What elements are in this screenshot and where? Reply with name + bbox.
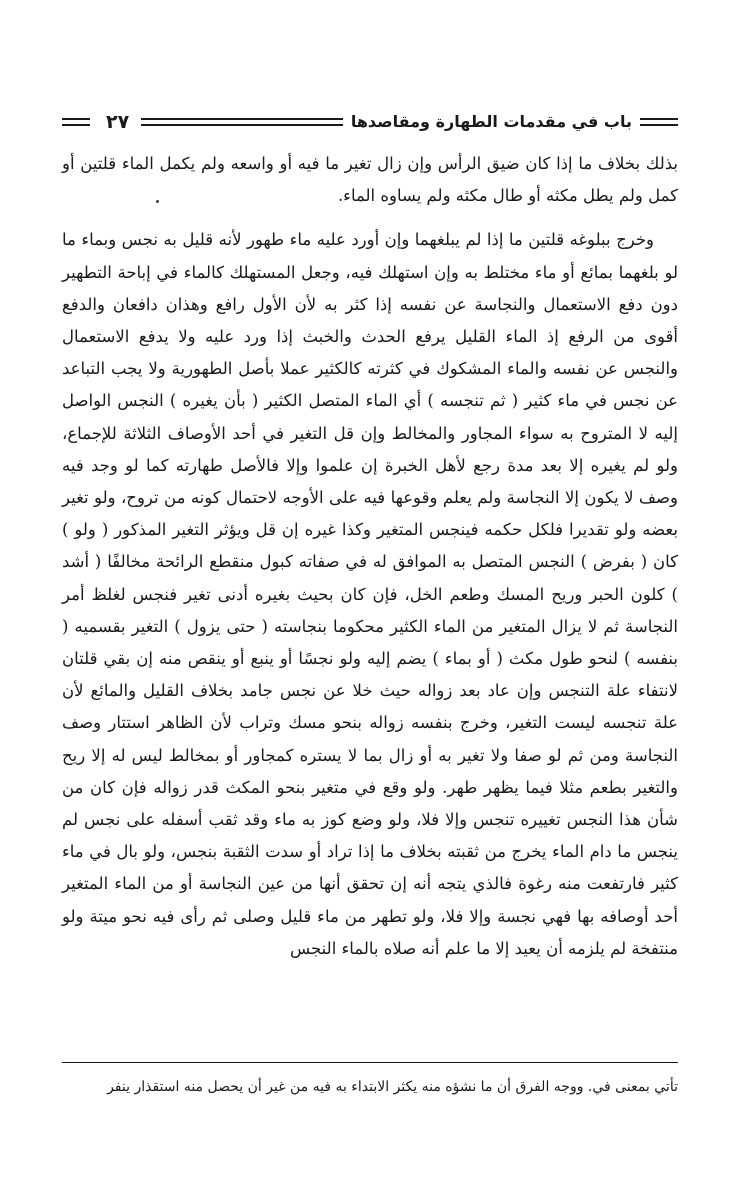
running-header [62,108,678,136]
main-text [62,148,678,965]
paragraph-1: بذلك بخلاف ما إذا كان ضيق الرأس وإن زال تغير ما فيه أو واسعه ولم يكمل الماء قلتين أو كمل ولم يطل مكثه أو طال مكثه ولم يساوه الماء. [62,154,678,206]
page-number: ٢٧ [106,110,130,133]
stray-dot [156,200,159,203]
header-rule-right [640,118,678,126]
paragraph-2: وخرج ببلوغه قلتين ما إذا لم يبلغهما وإن أورد عليه ماء طهور لأنه قليل به نجس وبماء ما لو بلغهما بمائع أو ماء مختلط به وإن استهلك فيه، وجعل المستهلك كالماء في إباحة التطهير دون دفع الاستعمال والنجاسة عن نفسه إذا كثر به لأن الأول رافع وهذان دافعان والدفع أقوى من الرفع إذ الماء القليل يرفع الحدث والخبث إذا ورد عليه ولا يدفع الاستعمال والنجس عن نفسه والماء المشكوك في كثرته كالكثير عملا بأصل الطهورية ولا يجب التباعد عن نجس في ماء كثير ( ثم تنجسه ) أي الماء المتصل الكثير ( بأن يغيره ) النجس الواصل إليه لا المتروح به سواء المجاور والمخالط وإن قل التغير في أحد الأوصاف الثلاثة للإجماع، ولو لم يغيره إلا بعد مدة رجع لأهل الخبرة إن علموا وإلا فالأصل طهارته كما لو وجد فيه وصف لا يكون إلا النجاسة ولم يعلم وقوعها فيه على الأوجه لاحتمال كونه من تروح، ولو تغير بعضه ولو تقديرا فلكل حكمه فينجس المتغير وكذا غيره إن قل ويؤثر التغير المذكور ( ولو ) كان ( بفرض ) النجس المتصل به الموافق له في صفاته كبول منقطع الرائحة مخالفًا ( أشد ) كلون الحبر وريح المسك وطعم الخل، فإن كان بحيث بغيره أدنى تغير فنجس لغلظ أمر النجاسة ثم لا يزال المتغير من الماء الكثير محكوما بنجاسته ( حتى يزول ) التغير بقسميه ( بنفسه ) لنحو طول مكث ( أو بماء ) يضم إليه ولو نجسًا أو ينبع أو ينقص منه إن بقي قلتان لانتفاء علة التنجس وإن عاد بعد زواله حيث خلا عن نجس جامد بخلاف القليل والمائع لأن علة تنجسه ليست التغير، وخرج بنفسه زواله بنحو مسك وتراب لأن الظاهر استتار وصف النجاسة ومن ثم لو صفا ولا تغير به أو زال بما لا يستره كمجاور أو بمخالط ليس له إلا ريح والتغير بطعم مثلا فيما يظهر طهر. ولو وقع في متغير بنحو المكث قدر زواله فإن كان من شأن هذا النجس تغييره تنجس وإلا فلا، ولو وضع كوز به ماء وقد ثقب أسفله على نجس لم ينجس ما دام الماء يخرج من ثقبته بخلاف ما إذا تراد أو سدت الثقبة بنجس، ولو بال في ماء كثير فارتفعت منه رغوة فالذي يتجه أنه إن تحقق أنها من عين النجاسة أو من الماء المتغير أحد أوصافه بها فهي نجسة وإلا فلا، ولو تطهر من ماء قليل وصلى ثم رأى فيه نحو ميتة ولو منتفخة لم يلزمه أن يعيد إلا ما علم أنه صلاه بالماء النجس [62,230,678,958]
header-rule-middle [141,118,343,126]
header-rule-left [62,118,90,126]
chapter-title: باب في مقدمات الطهارة ومقاصدها [350,112,632,131]
footnote-text: تأتي بمعنى في. ووجه الفرق أن ما نشؤه منه يكثر الابتداء به فيه من غير أن يحصل منه استقذار ينفر [107,1079,678,1095]
footnote-separator [62,1062,678,1063]
